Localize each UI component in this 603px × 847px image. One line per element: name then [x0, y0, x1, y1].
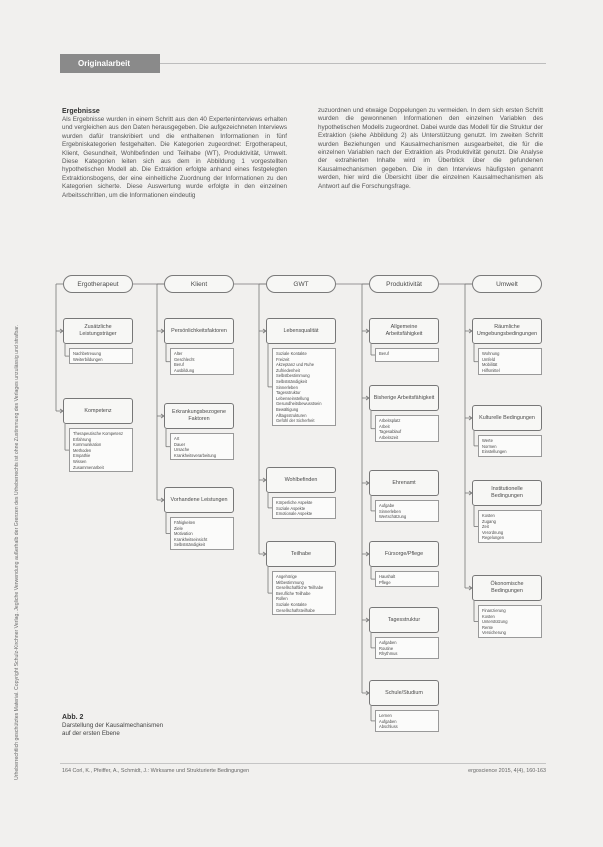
indicator-list — [170, 433, 234, 460]
indicator-item: Motivation — [174, 531, 193, 537]
indicator-item: Regelungen — [482, 535, 505, 541]
variable-box: Räumliche Umgebungsbedingungen — [472, 318, 542, 344]
variable-box: Schule/Studium — [369, 680, 439, 706]
copyright-side-note: Urheberrechtlich geschütztes Material. Copyright Schulz-Kirchner Verlag. Jegliche Verwendung außerhalb der Grenzen des Urheberrechts ist ohne Zustimmung des Verlages unzulässig und strafbar. — [14, 324, 20, 780]
indicator-item: Verordnung — [482, 529, 504, 535]
indicator-item: Krankheitseinsicht — [174, 536, 208, 542]
indicator-item: Bewältigung — [276, 406, 299, 412]
indicator-list — [272, 497, 336, 519]
indicator-item: Normen — [482, 443, 497, 449]
variable-box: Tagesstruktur — [369, 607, 439, 633]
indicator-list — [375, 710, 439, 732]
indicator-item: Beruf — [174, 362, 184, 368]
indicator-item: Emotionale Aspekte — [276, 511, 313, 517]
indicator-item: Pflege — [379, 579, 391, 585]
variable-box: Ehrenamt — [369, 470, 439, 496]
variable-box: Bisherige Arbeitsfähigkeit — [369, 385, 439, 411]
indicator-item: Soziale Kontakte — [276, 601, 307, 607]
indicator-item: Haushalt — [379, 574, 396, 579]
indicator-item: Aufgabe — [379, 503, 395, 508]
figure-caption — [62, 714, 163, 738]
variable-box: Persönlichkeitsfaktoren — [164, 318, 234, 344]
indicator-item: Abschluss — [379, 724, 398, 730]
variable-box: Institutionelle Bedingungen — [472, 480, 542, 506]
category-header-1: Klient — [164, 275, 234, 293]
indicator-item: Gesundheitsbewusstsein — [276, 401, 322, 407]
indicator-list — [170, 517, 234, 550]
indicator-item: Sinnerleben — [379, 508, 401, 514]
variable-box: Ökonomische Bedingungen — [472, 575, 542, 601]
indicator-item: Nachbetreuung — [73, 351, 101, 356]
indicator-item: Sinnerleben — [276, 384, 298, 390]
indicator-item: Berufliche Teilhabe — [276, 590, 311, 596]
indicator-item: Krankheitsverarbeitung — [174, 452, 217, 458]
indicator-item: Wissen — [73, 458, 87, 464]
indicator-item: Versicherung — [482, 630, 506, 636]
indicator-item: Empathie — [73, 453, 91, 459]
indicator-list — [478, 435, 542, 457]
variable-box: Allgemeine Arbeitsfähigkeit — [369, 318, 439, 344]
indicator-item: Arbeit — [379, 423, 390, 429]
indicator-item: Gesellschaftliche Teilhabe — [276, 585, 324, 591]
caption-label: Abb. 2 — [62, 714, 84, 721]
indicator-item: Art — [174, 436, 180, 441]
right-paragraph: zuzuordnen und etwaige Doppelungen zu vermeiden. In dem sich ersten Schritt wurden die gewonnenen Informationen den einzelnen Variablen des hypothetischen Modells zugeordnet. Dabei wurde das Modell für die Struktur der Extraktion (siehe Abbildung 2) als Unterstützung genutzt. Im zweiten Schritt wurden Beziehungen und Kausalmechanismen ausgearbeitet, die für die einzelnen Variablen nach der Extraktion als Produktivität genutzt. Die Analyse der extrahierten Inhalte wird im Überblick über die gefundenen Kausalmechanismen gegeben. Die in den Interviews häufigsten genannt werden, hier wird die Übersicht über die einzelnen Kausalmechanismen als Antwort auf die Forschungsfrage. — [318, 107, 543, 190]
indicator-list — [375, 571, 439, 587]
indicator-item: Alltagsstrukturen — [276, 412, 307, 418]
indicator-item: Zusammenarbeit — [73, 464, 104, 470]
indicator-item: Körperliche Aspekte — [276, 500, 313, 505]
indicator-item: Finanzierung — [482, 608, 506, 613]
indicator-item: Dauer — [174, 441, 186, 447]
footer-journal: ergoscience 2015, 4(4), 160-163 — [468, 768, 546, 774]
indicator-item: Zeit — [482, 524, 489, 530]
indicator-item: Wohnung — [482, 351, 500, 356]
indicator-item: Selbstständigkeit — [174, 542, 205, 548]
indicator-item: Kommunikation — [73, 442, 102, 448]
indicator-item: Zugang — [482, 518, 496, 524]
category-header-4: Umwelt — [472, 275, 542, 293]
indicator-item: Arbeitszeit — [379, 434, 399, 440]
indicator-item: Beruf — [379, 351, 389, 356]
indicator-list — [375, 500, 439, 522]
indicator-item: Erfahrung — [73, 436, 91, 442]
indicator-item: Lebenseinstellung — [276, 395, 310, 401]
indicator-item: Unterstützung — [482, 619, 508, 625]
category-header-3: Produktivität — [369, 275, 439, 293]
indicator-item: Hilfsmittel — [482, 367, 500, 373]
indicator-list — [69, 428, 133, 472]
indicator-item: Aufgaben — [379, 718, 397, 724]
category-header-2: GWT — [266, 275, 336, 293]
indicator-item: Arbeitsplatz — [379, 418, 401, 423]
variable-box: Lebensqualität — [266, 318, 336, 344]
variable-box: Teilhabe — [266, 541, 336, 567]
indicator-item: Therapeutische Kompetenz — [73, 431, 124, 436]
indicator-item: Routine — [379, 645, 394, 651]
indicator-item: Aufgaben — [379, 640, 397, 645]
variable-box: Fürsorge/Pflege — [369, 541, 439, 567]
indicator-item: Rente — [482, 624, 493, 630]
indicator-item: Tagesablauf — [379, 429, 402, 435]
footer-rule — [60, 763, 546, 764]
variable-box: Kompetenz — [63, 398, 133, 424]
indicator-item: Geschlecht — [174, 356, 195, 362]
indicator-item: Mitbestimmung — [276, 579, 304, 585]
left-paragraph: Als Ergebnisse wurden in einem Schritt aus den 40 Experteninterviews erhalten und vergleichen aus den Daten herausgegeben. Die aufgezeichneten Interviews wurden dafür transkribiert und die enthaltenen Informationen in fünf Ergebniskategorien festgehalten. Die Kategorien zugeordnet: Ergotherapeut, Klient, Gesundheit, Wohlbefinden und Teilhabe (WT), Produktivität, Umwelt. Diese Kategorien leiten sich aus dem in Abbildung 1 vorgestellten hypothetischen Modell ab. Die Extraktion erfolgte anhand eines festgelegten Extraktionsbogens, der eine einheitliche Zuordnung der Informationen zu den Kategorien sicherte. Diese Auswertung wurde erfolgte in den einzelnen Arbeitsschritten, um die Informationen eindeutig — [62, 116, 287, 199]
indicator-item: Alter — [174, 351, 183, 356]
indicator-item: Rhythmus — [379, 651, 398, 657]
indicator-item: Ziele — [174, 525, 183, 531]
indicator-item: Selbstbestimmung — [276, 373, 310, 379]
indicator-item: Gefühl der Sicherheit — [276, 418, 315, 424]
indicator-item: Freizeit — [276, 356, 290, 362]
category-header-0: Ergotherapeut — [63, 275, 133, 293]
indicator-item: Rollen — [276, 596, 288, 602]
indicator-item: Umfeld — [482, 356, 495, 362]
section-tag: Originalarbeit — [60, 54, 160, 73]
variable-box: Kulturelle Bedingungen — [472, 405, 542, 431]
indicator-item: Soziale Kontakte — [276, 351, 307, 356]
footer-citation: 164 Corl, K., Pfeiffer, A., Schmidt, J.: Wirksame und Strukturierte Bedingungen — [62, 768, 250, 774]
indicator-item: Angehörige — [276, 574, 297, 579]
indicator-item: Zufriedenheit — [276, 367, 300, 373]
section-heading: Ergebnisse — [62, 108, 100, 115]
indicator-list — [375, 637, 439, 659]
indicator-item: Wertschätzung — [379, 514, 407, 520]
variable-box: Wohlbefinden — [266, 467, 336, 493]
indicator-item: Ursache — [174, 447, 190, 453]
indicator-list — [170, 348, 234, 375]
variable-box: Erkrankungsbezogene Faktoren — [164, 403, 234, 429]
indicator-list — [272, 348, 336, 426]
variable-box: Zusätzliche Leistungsträger — [63, 318, 133, 344]
indicator-list — [69, 348, 133, 364]
caption-line-2: auf der ersten Ebene — [62, 730, 120, 737]
indicator-item: Selbstständigkeit — [276, 378, 307, 384]
indicator-list — [478, 605, 542, 638]
indicator-item: Weiterbildungen — [73, 356, 103, 362]
indicator-list — [478, 348, 542, 375]
indicator-list — [272, 571, 336, 615]
indicator-item: Gesellschaftsteilhabe — [276, 607, 315, 613]
indicator-item: Kosten — [482, 613, 495, 619]
indicator-item: Akzeptanz und Ruhe — [276, 362, 315, 368]
indicator-item: Lernen — [379, 713, 392, 718]
variable-box: Vorhandene Leistungen — [164, 487, 234, 513]
indicator-item: Kosten — [482, 513, 495, 518]
caption-line-1: Darstellung der Kausalmechanismen — [62, 722, 164, 729]
indicator-list — [375, 348, 439, 362]
indicator-item: Mobilität — [482, 362, 498, 368]
indicator-item: Soziale Aspekte — [276, 505, 306, 511]
indicator-item: Ausbildung — [174, 367, 195, 373]
indicator-item: Fähigkeiten — [174, 520, 196, 525]
indicator-item: Tagesstruktur — [276, 390, 301, 396]
indicator-item: Methoden — [73, 447, 92, 453]
indicator-item: Einstellungen — [482, 449, 507, 455]
indicator-item: Werte — [482, 438, 493, 443]
indicator-list — [375, 415, 439, 442]
indicator-list — [478, 510, 542, 543]
